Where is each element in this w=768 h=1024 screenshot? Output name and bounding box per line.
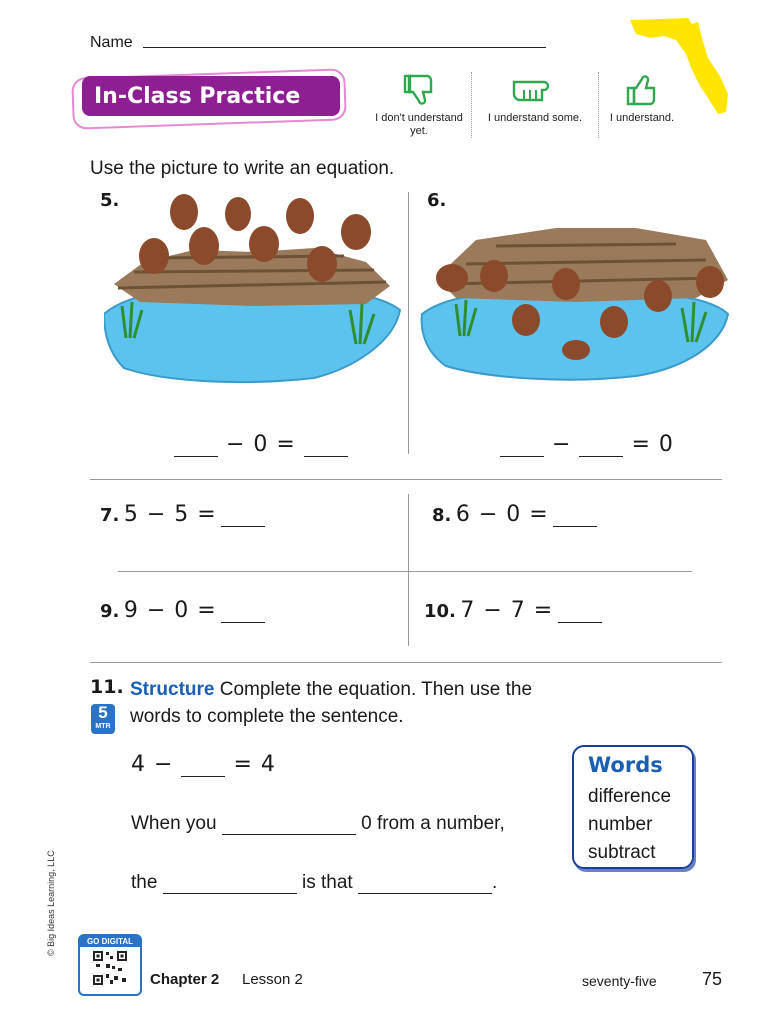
beavers-dam-picture-6 — [416, 218, 732, 384]
answer-blank[interactable] — [304, 436, 348, 457]
word-bank-item: subtract — [588, 842, 656, 863]
answer-blank[interactable] — [181, 756, 225, 777]
problem-8 — [432, 502, 597, 527]
equation-6 — [500, 432, 674, 457]
thumbs-sideways-icon — [510, 70, 560, 110]
problem-11-text: Complete the equation. Then use the words to complete the sentence. — [130, 679, 533, 727]
word-bank — [572, 745, 694, 869]
divider — [408, 192, 409, 454]
answer-blank[interactable] — [163, 873, 297, 894]
problem-9 — [100, 598, 265, 623]
equation-5 — [174, 432, 348, 457]
answer-blank[interactable] — [500, 436, 544, 457]
qr-code-icon — [92, 950, 128, 986]
answer-blank[interactable] — [553, 506, 597, 527]
self-check-label: I understand. — [609, 112, 675, 124]
mtr-badge — [91, 704, 115, 734]
structure-keyword: Structure — [130, 679, 215, 700]
sentence-text: When you — [131, 813, 217, 834]
equation-6-end: = 0 — [631, 432, 674, 457]
self-check-label: I understand some. — [487, 112, 583, 124]
answer-blank[interactable] — [221, 506, 265, 527]
divider — [118, 571, 692, 572]
answer-blank[interactable] — [221, 602, 265, 623]
problem-11-instructions — [130, 676, 560, 730]
problem-number: 11. — [90, 676, 124, 698]
page-number-words: seventy-five — [582, 973, 657, 989]
equation-7: 5 − 5 = — [123, 502, 217, 527]
equation-11-end: = 4 — [233, 752, 276, 777]
name-label: Name — [90, 34, 133, 51]
problem-7 — [100, 502, 265, 527]
word-bank-item: number — [588, 814, 653, 835]
equation-10: 7 − 7 = — [460, 598, 554, 623]
problem-number: 9. — [100, 601, 120, 622]
equation-11 — [131, 752, 276, 777]
problem-number: 6. — [427, 190, 447, 211]
problem-number: 5. — [100, 190, 120, 211]
equation-8: 6 − 0 = — [455, 502, 549, 527]
footer-lesson: Lesson 2 — [242, 971, 303, 988]
equation-11-start: 4 − — [131, 752, 174, 777]
equation-6-minus: − — [552, 432, 572, 457]
divider — [408, 494, 409, 646]
thumbs-down-icon — [399, 70, 439, 110]
page-number: 75 — [702, 969, 723, 989]
go-digital-badge[interactable] — [78, 934, 142, 996]
divider — [598, 72, 599, 138]
problem-number: 7. — [100, 505, 120, 526]
problem-number: 10. — [424, 601, 456, 622]
footer-chapter: Chapter 2 — [150, 971, 220, 988]
instruction-text: Use the picture to write an equation. — [90, 158, 395, 179]
thumbs-up-icon — [622, 70, 662, 110]
answer-blank[interactable] — [558, 602, 602, 623]
word-bank-item: difference — [588, 786, 672, 807]
sentence-2 — [131, 872, 497, 894]
divider — [90, 479, 722, 480]
divider — [471, 72, 472, 138]
equation-9: 9 − 0 = — [123, 598, 217, 623]
equation-5-text: − 0 = — [226, 432, 296, 457]
sentence-text: . — [491, 872, 498, 893]
sentence-text: is that — [301, 872, 353, 893]
beavers-dam-picture-5 — [104, 192, 402, 384]
name-field-line[interactable] — [143, 47, 546, 48]
self-check-dont-understand[interactable] — [370, 70, 468, 142]
self-check-understand[interactable] — [602, 70, 682, 142]
answer-blank[interactable] — [579, 436, 623, 457]
sentence-text: 0 from a number, — [361, 813, 505, 834]
answer-blank[interactable] — [222, 814, 356, 835]
self-check-label: I don't understand yet. — [375, 112, 463, 137]
word-bank-title: Words — [588, 753, 663, 777]
self-assessment — [370, 70, 682, 142]
divider — [90, 662, 722, 663]
self-check-understand-some[interactable] — [476, 70, 594, 142]
in-class-practice-title: In-Class Practice — [82, 76, 340, 116]
sentence-text: the — [131, 872, 158, 893]
mtr-label: MTR — [95, 723, 111, 730]
go-digital-label: GO DIGITAL — [80, 936, 140, 947]
problem-number: 8. — [432, 505, 452, 526]
answer-blank[interactable] — [358, 873, 492, 894]
problem-10 — [424, 598, 602, 623]
sentence-1 — [131, 813, 505, 835]
answer-blank[interactable] — [174, 436, 218, 457]
mtr-number: 5 — [98, 703, 108, 722]
copyright: © Big Ideas Learning, LLC — [46, 850, 56, 956]
